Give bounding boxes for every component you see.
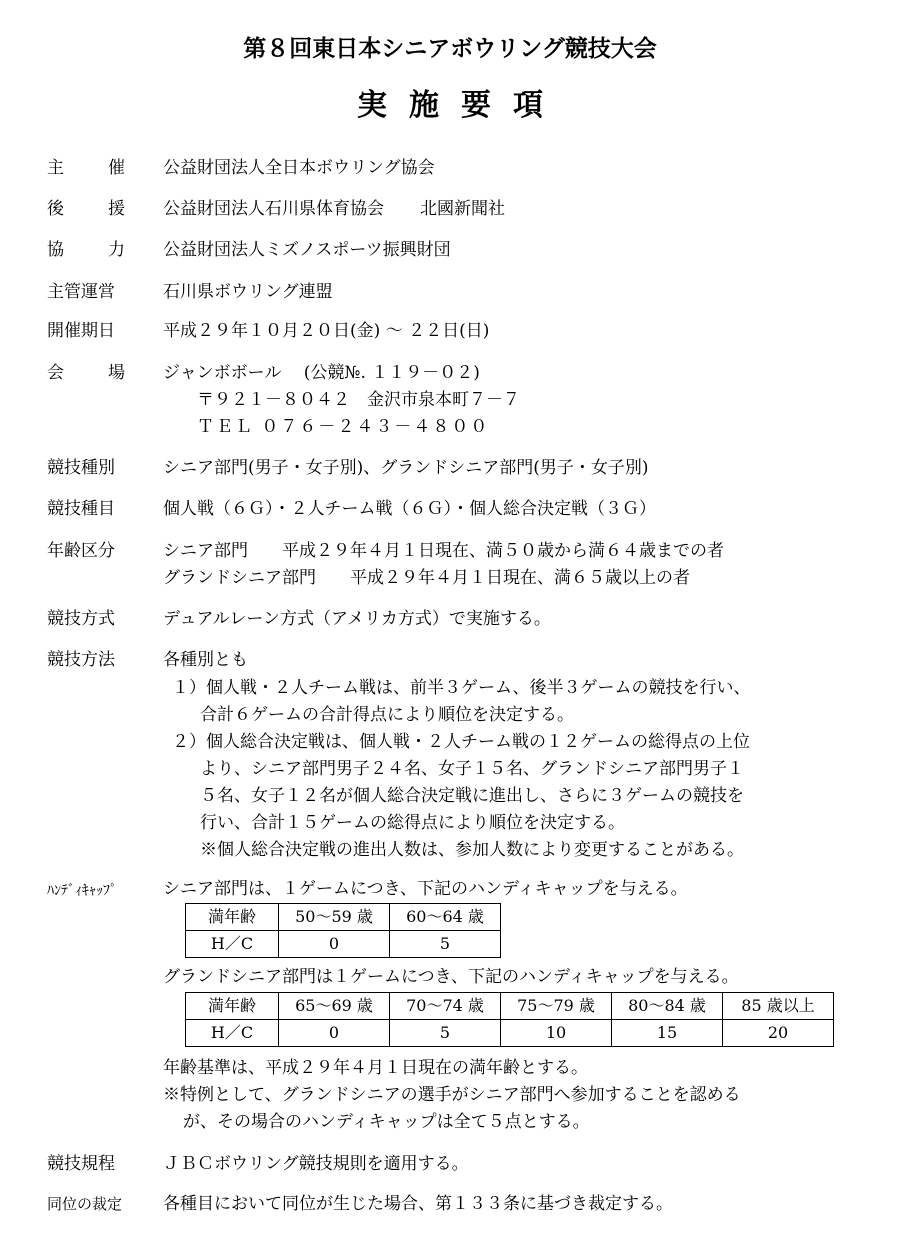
label-age: 年齢区分 [47, 541, 115, 561]
label-support: 後 援 [47, 199, 125, 219]
value-rules: ＪＢＣボウリング競技規則を適用する。 [163, 1154, 469, 1174]
handicap-grand-text: グランドシニア部門は１ゲームにつき、下記のハンディキャップを与える。 [163, 967, 739, 987]
grand-senior-handicap-table [185, 992, 834, 1047]
method-item1-line1: １）個人戦・２人チーム戦は、前半３ゲーム、後半３ゲームの競技を行い、 [172, 678, 751, 698]
value-categories: シニア部門(男子・女子別)、グランドシニア部門(男子・女子別) [163, 458, 649, 478]
label-format: 競技方式 [47, 609, 115, 629]
value-events: 個人戦（６Ｇ）・２人チーム戦（６Ｇ）・個人総合決定戦（３Ｇ） [163, 499, 656, 519]
label-method: 競技方法 [47, 650, 115, 670]
table-cell: 20 [723, 1020, 834, 1047]
table-cell: 85 歳以上 [723, 993, 834, 1020]
method-note: ※個人総合決定戦の進出人数は、参加人数により変更することがある。 [200, 840, 744, 860]
label-events: 競技種目 [47, 499, 115, 519]
value-support: 公益財団法人石川県体育協会 北國新聞社 [163, 199, 505, 219]
table-cell: H／C [186, 931, 279, 958]
method-item2-line2: より、シニア部門男子２４名、女子１５名、グランドシニア部門男子１ [200, 759, 744, 779]
label-ties: 同位の裁定 [47, 1195, 123, 1213]
label-rules: 競技規程 [47, 1154, 115, 1174]
table-cell: 満年齢 [186, 904, 279, 931]
method-intro: 各種別とも [163, 650, 248, 670]
document-subtitle: 実施要項 [357, 88, 565, 123]
table-cell: 0 [279, 931, 390, 958]
table-row [186, 904, 501, 931]
label-handicap: ﾊﾝﾃﾞｨｷｬｯﾌﾟ [47, 883, 117, 899]
table-cell: 0 [279, 1020, 390, 1047]
value-dates: 平成２９年１０月２０日(金) 〜 ２２日(日) [163, 321, 490, 341]
table-cell: 50～59 歳 [279, 904, 390, 931]
document-title: 第８回東日本シニアボウリング競技大会 [243, 36, 657, 62]
table-row [186, 1020, 834, 1047]
table-cell: 80～84 歳 [612, 993, 723, 1020]
table-row [186, 931, 501, 958]
value-cooperation: 公益財団法人ミズノスポーツ振興財団 [163, 240, 451, 260]
table-cell: 70～74 歳 [390, 993, 501, 1020]
table-row [186, 993, 834, 1020]
method-item1-line2: 合計６ゲームの合計得点により順位を決定する。 [200, 705, 574, 725]
label-dates: 開催期日 [47, 321, 115, 341]
venue-address: 〒９２１－８０４２ 金沢市泉本町７－７ [197, 390, 520, 410]
handicap-special-line1: ※特例として、グランドシニアの選手がシニア部門へ参加することを認める [163, 1085, 741, 1105]
table-cell: 75～79 歳 [501, 993, 612, 1020]
label-cooperation: 協 力 [47, 240, 125, 260]
venue-phone: ＴＥＬ ０７６－２４３－４８００ [197, 417, 490, 437]
handicap-special-line2: が、その場合のハンディキャップは全て５点とする。 [183, 1112, 590, 1132]
value-management: 石川県ボウリング連盟 [163, 282, 333, 302]
label-management: 主管運営 [47, 282, 115, 302]
method-item2-line1: ２）個人総合決定戦は、個人戦・２人チーム戦の１２ゲームの総得点の上位 [172, 732, 750, 752]
label-venue: 会 場 [47, 363, 125, 383]
table-cell: 満年齢 [186, 993, 279, 1020]
table-cell: 60～64 歳 [390, 904, 501, 931]
method-item2-line3: ５名、女子１２名が個人総合決定戦に進出し、さらに３ゲームの競技を [200, 786, 744, 806]
senior-handicap-table [185, 903, 501, 958]
table-cell: 15 [612, 1020, 723, 1047]
venue-name: ジャンボボール (公競№. １１９－０２) [163, 363, 480, 383]
table-cell: 5 [390, 931, 501, 958]
value-host: 公益財団法人全日本ボウリング協会 [163, 158, 435, 178]
method-item2-line4: 行い、合計１５ゲームの総得点により順位を決定する。 [200, 813, 625, 833]
age-senior: シニア部門 平成２９年４月１日現在、満５０歳から満６４歳までの者 [163, 541, 724, 561]
handicap-basis: 年齢基準は、平成２９年４月１日現在の満年齢とする。 [163, 1058, 588, 1078]
table-cell: 10 [501, 1020, 612, 1047]
table-cell: H／C [186, 1020, 279, 1047]
age-grand-senior: グランドシニア部門 平成２９年４月１日現在、満６５歳以上の者 [163, 568, 690, 588]
table-cell: 5 [390, 1020, 501, 1047]
handicap-senior-text: シニア部門は、１ゲームにつき、下記のハンディキャップを与える。 [163, 879, 688, 899]
label-host: 主 催 [47, 158, 125, 178]
value-format: デュアルレーン方式（アメリカ方式）で実施する。 [163, 609, 551, 629]
table-cell: 65～69 歳 [279, 993, 390, 1020]
label-categories: 競技種別 [47, 458, 115, 478]
value-ties: 各種目において同位が生じた場合、第１３３条に基づき裁定する。 [163, 1194, 673, 1214]
